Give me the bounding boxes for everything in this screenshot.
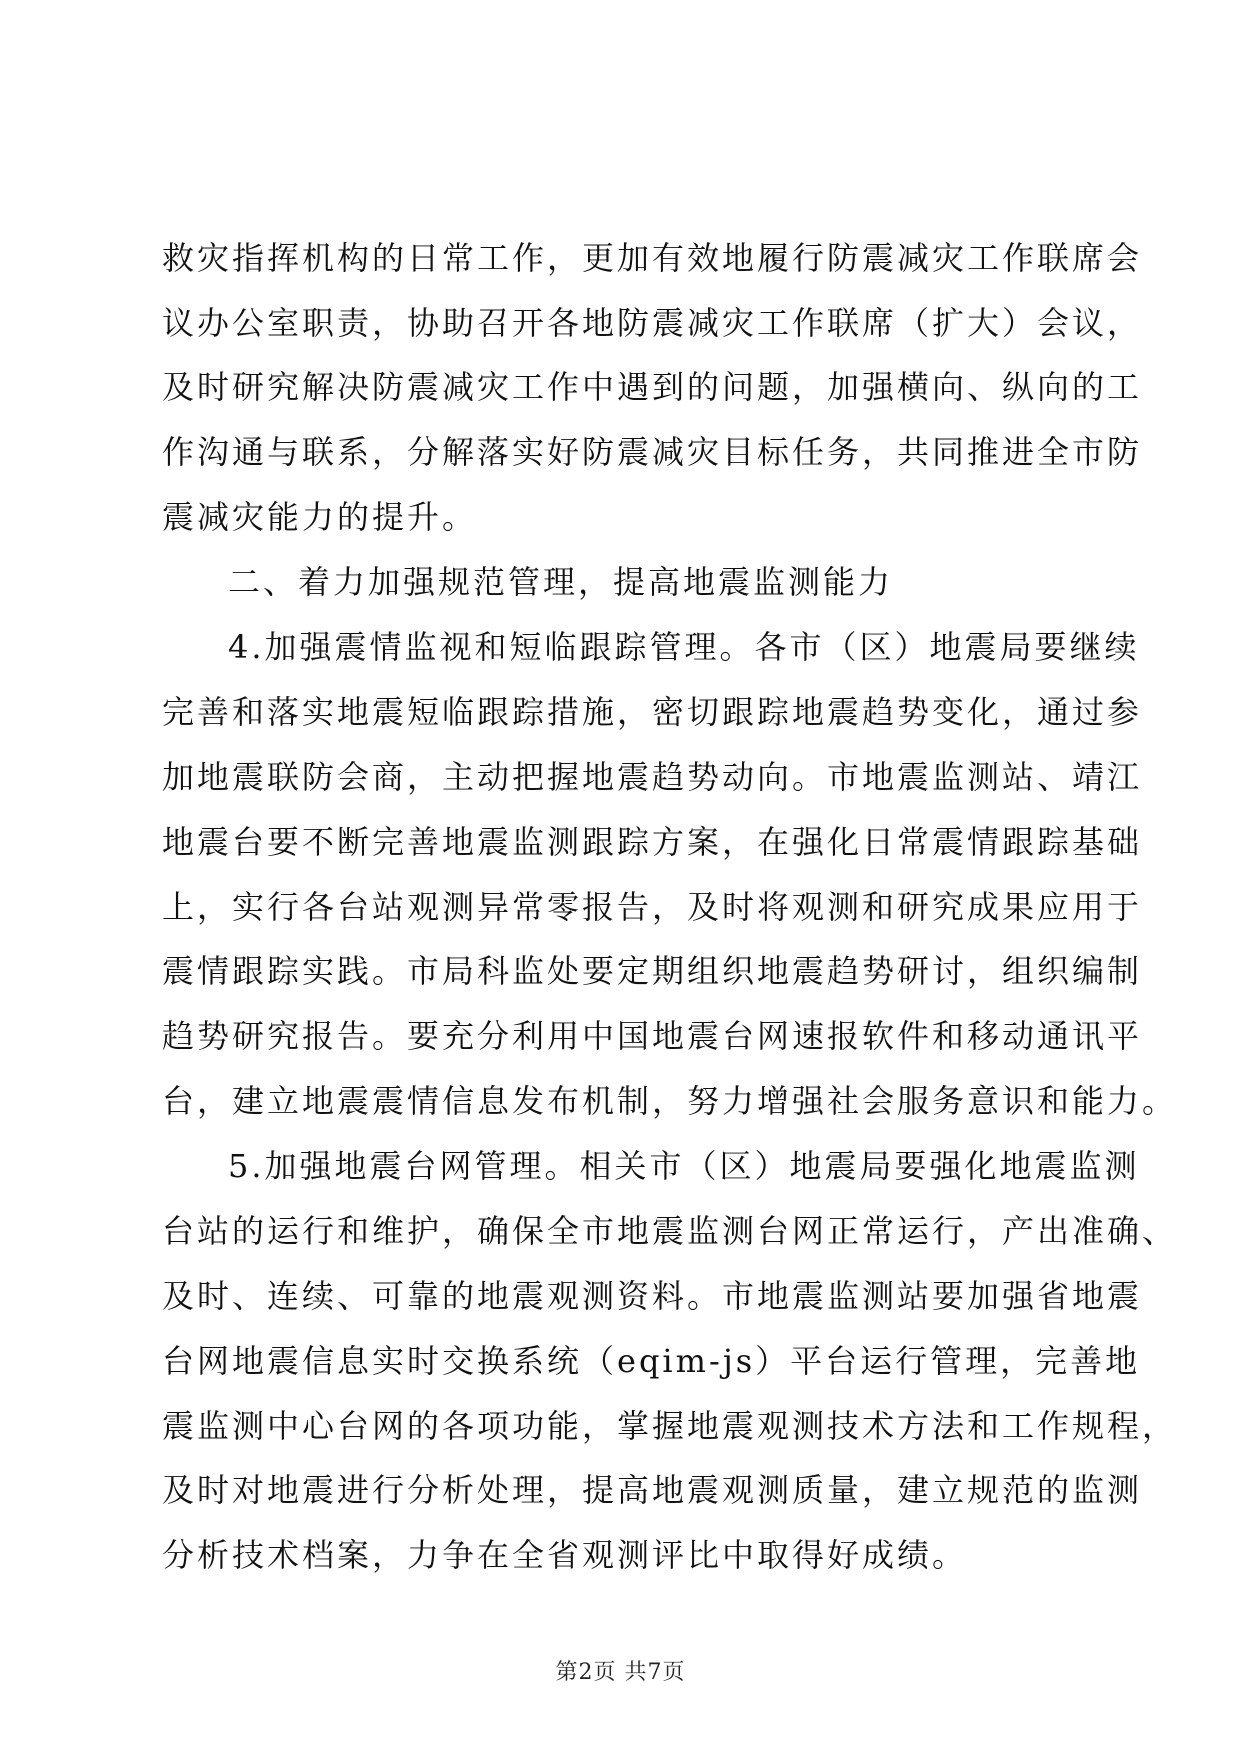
body-line: 上，实行各台站观测异常零报告，及时将观测和研究成果应用于 — [162, 888, 1143, 926]
body-line: 震减灾能力的提升。 — [162, 498, 478, 536]
body-line: 救灾指挥机构的日常工作，更加有效地履行防震减灾工作联席会 — [162, 239, 1143, 277]
body-line: 作沟通与联系，分解落实好防震减灾目标任务，共同推进全市防 — [162, 433, 1143, 471]
body-line: 议办公室职责，协助召开各地防震减灾工作联席（扩大）会议， — [162, 304, 1143, 342]
body-line: 及时研究解决防震减灾工作中遇到的问题，加强横向、纵向的工 — [162, 368, 1143, 406]
body-line: 台网地震信息实时交换系统（eqim-js）平台运行管理，完善地 — [162, 1342, 1141, 1380]
body-line: 及时对地震进行分析处理，提高地震观测质量，建立规范的监测 — [162, 1471, 1143, 1509]
body-line: 台，建立地震震情信息发布机制，努力增强社会服务意识和能力。 — [162, 1082, 1178, 1120]
body-line: 完善和落实地震短临跟踪措施，密切跟踪地震趋势变化，通过参 — [162, 693, 1143, 731]
body-line: 震情跟踪实践。市局科监处要定期组织地震趋势研讨，组织编制 — [162, 952, 1143, 990]
body-line: 5.加强地震台网管理。相关市（区）地震局要强化地震监测 — [228, 1147, 1140, 1185]
body-line: 及时、连续、可靠的地震观测资料。市地震监测站要加强省地震 — [162, 1277, 1143, 1315]
body-line: 震监测中心台网的各项功能，掌握地震观测技术方法和工作规程， — [162, 1407, 1178, 1445]
body-line: 4.加强震情监视和短临跟踪管理。各市（区）地震局要继续 — [228, 628, 1140, 666]
body-line: 台站的运行和维护，确保全市地震监测台网正常运行，产出准确、 — [162, 1212, 1178, 1250]
body-line: 加地震联防会商，主动把握地震趋势动向。市地震监测站、靖江 — [162, 758, 1143, 796]
page-number-footer: 第2页 共7页 — [555, 1660, 686, 1685]
section-heading: 二、着力加强规范管理，提高地震监测能力 — [228, 563, 894, 601]
body-line: 分析技术档案，力争在全省观测评比中取得好成绩。 — [162, 1536, 968, 1574]
body-line: 趋势研究报告。要充分利用中国地震台网速报软件和移动通讯平 — [162, 1017, 1143, 1055]
body-line: 地震台要不断完善地震监测跟踪方案，在强化日常震情跟踪基础 — [162, 823, 1143, 861]
